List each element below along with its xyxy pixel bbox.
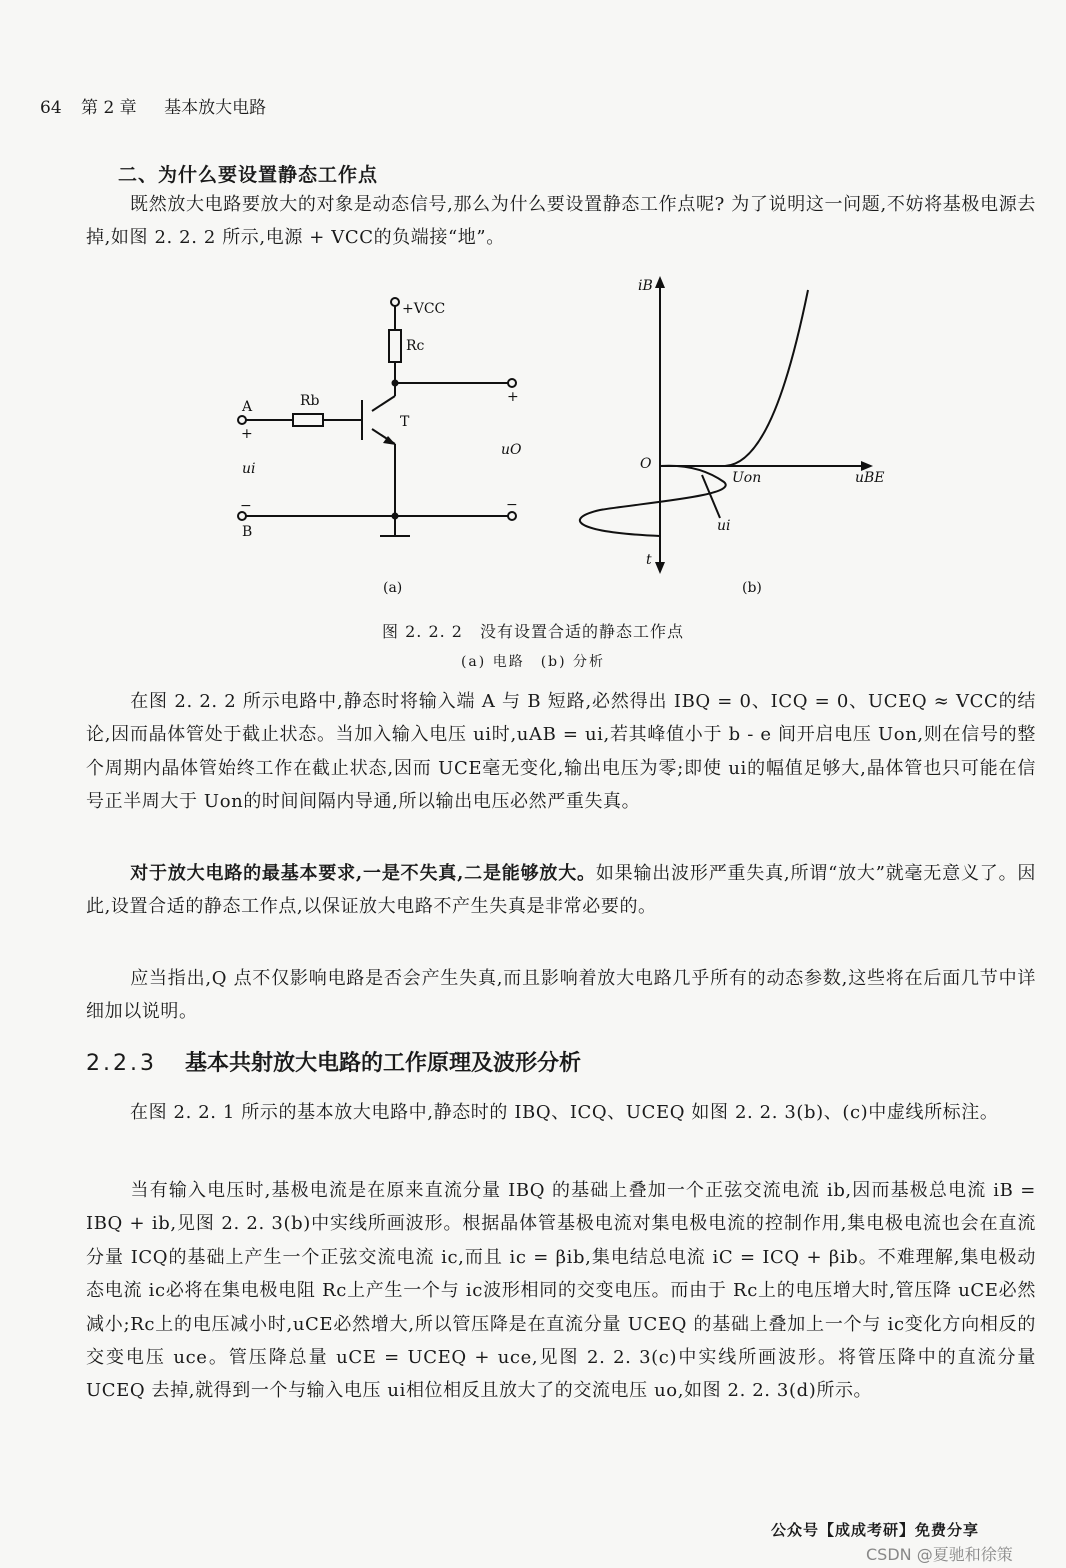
subsection-title: 二、为什么要设置静态工作点 bbox=[118, 164, 379, 186]
y-axis-label: iB bbox=[638, 278, 653, 294]
x-axis-label: uBE bbox=[855, 470, 885, 486]
paragraph-intro-text: 既然放大电路要放大的对象是动态信号,那么为什么要设置静态工作点呢? 为了说明这一问题,不妨将基极电源去掉,如图 2. 2. 2 所示,电源 + VCC的负端接“地”。 bbox=[86, 194, 1036, 249]
y-axis-arrow bbox=[655, 276, 665, 288]
node-b-label: B bbox=[242, 524, 253, 540]
origin-label: O bbox=[640, 456, 652, 472]
watermark: CSDN @夏驰和徐策 bbox=[866, 1545, 1013, 1564]
chapter-number: 第 2 章 bbox=[81, 98, 137, 118]
page-number: 64 bbox=[40, 98, 62, 118]
paragraph-analysis bbox=[86, 685, 1036, 819]
node-a-label: A bbox=[242, 399, 253, 415]
input-plus: + bbox=[241, 426, 253, 442]
input-minus: − bbox=[240, 498, 252, 514]
output-minus: − bbox=[506, 497, 518, 513]
footer-note: 公众号【成成考研】免费分享 bbox=[771, 1521, 980, 1539]
output-plus: + bbox=[507, 389, 519, 405]
output-voltage-label: uO bbox=[501, 442, 522, 458]
transistor-label: T bbox=[400, 414, 410, 430]
resistor-rb bbox=[293, 414, 323, 426]
paragraph-q-point bbox=[86, 962, 1036, 1029]
paragraph-requirement-text: 如果输出波形严重失真,所谓“放大”就毫无意义了。因此,设置合适的静态工作点,以保证放大电路不产生失真是非常必要的。 bbox=[86, 863, 1037, 918]
t-axis-arrow bbox=[655, 562, 665, 574]
paragraph-requirement bbox=[86, 857, 1036, 924]
threshold-label: Uon bbox=[732, 470, 762, 486]
paragraph-intro bbox=[86, 188, 1036, 255]
signal-label: ui bbox=[717, 518, 731, 534]
characteristic-curve bbox=[660, 290, 808, 466]
circuit-diagram bbox=[238, 298, 516, 536]
rc-label: Rc bbox=[406, 338, 425, 354]
figure-2-2-2 bbox=[220, 268, 900, 598]
input-voltage-label: ui bbox=[242, 461, 256, 477]
figure-subcaption: (a) 电路 (b) 分析 bbox=[460, 654, 606, 670]
paragraph-q-point-text: 应当指出,Q 点不仅影响电路是否会产生失真,而且影响着放大电路几乎所有的动态参数,这些将在后面几节中详细加以说明。 bbox=[86, 968, 1036, 1023]
paragraph-dynamic bbox=[86, 1174, 1036, 1408]
section-title: 基本共射放大电路的工作原理及波形分析 bbox=[184, 1050, 581, 1076]
paragraph-dynamic-text: 当有输入电压时,基极电流是在原来直流分量 IBQ 的基础上叠加一个正弦交流电流 ib,因而基极总电流 iB = IBQ + ib,见图 2. 2. 3(b)中实线所画波形。根据晶体管基极电流对集电极电流的控制作用,集电极电流也会在直流分量 ICQ的基础上产生一个正弦交流电流 ic,而且 ic = βib,集电结总电流 iC = ICQ + βib。不难理解,集电极动态电流 ic必将在集电极电阻 Rc上产生一个与 ic波形相同的交变电压。而由于 Rc上的电压增大时,管压降 uCE必然减小;Rc上的电压减小时,uCE必然增大,所以管压降是在直流分量 UCEQ 的基础上叠加上一个与 ic变化方向相反的交变电压 uce。管压降总量 uCE = UCEQ + uce,见图 2. 2. 3(c)中实线所画波形。将管压降中的直流分量 UCEQ 去掉,就得到一个与输入电压 ui相位相反且放大了的交流电压 uo,如图 2. 2. 3(d)所示。 bbox=[86, 1180, 1036, 1402]
paragraph-analysis-text: 在图 2. 2. 2 所示电路中,静态时将输入端 A 与 B 短路,必然得出 IBQ = 0、ICQ = 0、UCEQ ≈ VCC的结论,因而晶体管处于截止状态。当加入输入电压 ui时,uAB = ui,若其峰值小于 b - e 间开启电压 Uon,则在信号的整个周期内晶体管始终工作在截止状态,因而 UCE毫无变化,输出电压为零;即使 ui的幅值足够大,晶体管也只可能在信号正半周大于 Uon的时间间隔内导通,所以输出电压必然严重失真。 bbox=[86, 691, 1036, 813]
input-signal-wave bbox=[580, 466, 726, 536]
vcc-label: +VCC bbox=[402, 301, 446, 317]
circuit-sublabel: (a) bbox=[383, 580, 403, 596]
rb-label: Rb bbox=[300, 393, 320, 409]
paragraph-static bbox=[86, 1096, 1036, 1129]
time-axis-label: t bbox=[646, 552, 652, 568]
page-header bbox=[40, 93, 266, 118]
resistor-rc bbox=[389, 330, 401, 362]
section-heading bbox=[86, 1046, 581, 1077]
figure-caption: 图 2. 2. 2 没有设置合适的静态工作点 bbox=[382, 622, 684, 641]
key-statement: 对于放大电路的最基本要求,一是不失真,二是能够放大。 bbox=[130, 863, 596, 884]
chapter-title: 基本放大电路 bbox=[164, 98, 267, 118]
plot-sublabel: (b) bbox=[742, 580, 762, 596]
paragraph-static-text: 在图 2. 2. 1 所示的基本放大电路中,静态时的 IBQ、ICQ、UCEQ 如图 2. 2. 3(b)、(c)中虚线所标注。 bbox=[130, 1102, 999, 1123]
section-number: 2.2.3 bbox=[86, 1051, 157, 1076]
